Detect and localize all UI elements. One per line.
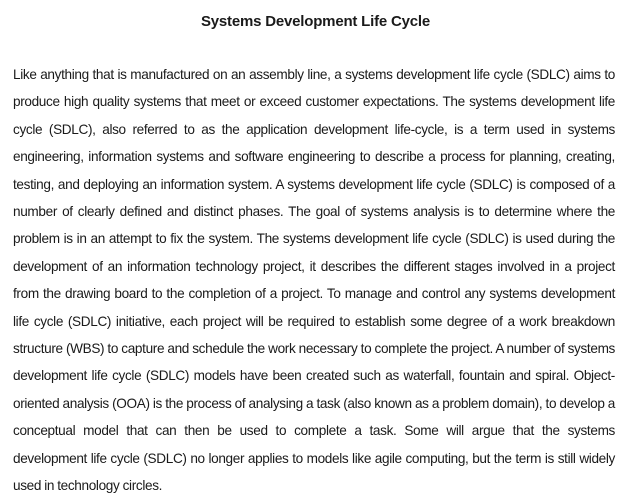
document-title: Systems Development Life Cycle bbox=[200, 13, 431, 30]
document-body-paragraph: Like anything that is manufactured on an assembly line, a systems development life cycle (SDLC) aims to produce high quality systems that meet or exceed customer expectations. The systems development life cycle (SDLC), also referred to as the application development life-cycle, is a term used in systems engineering, information systems and software engineering to describe a process for planning, creating, testing, and deploying an information system. A systems development life cycle (SDLC) is composed of a number of clearly defined and distinct phases. The goal of systems analysis is to determine where the problem is in an attempt to fix the system. The systems development life cycle (SDLC) is used during the development of an information technology project, it describes the different stages involved in a project from the drawing board to the completion of a project. To manage and control any systems development life cycle (SDLC) initiative, each project will be required to establish some degree of a work breakdown structure (WBS) to capture and schedule the work necessary to complete the project. A number of systems development life cycle (SDLC) models have been created such as waterfall, fountain and spiral. Object-oriented analysis (OOA) is the process of analysing a task (also known as a problem domain), to develop a conceptual model that can then be used to complete a task. Some will argue that the systems development life cycle (SDLC) no longer applies to models like agile computing, but the term is still widely used in technology circles. bbox=[13, 67, 615, 494]
